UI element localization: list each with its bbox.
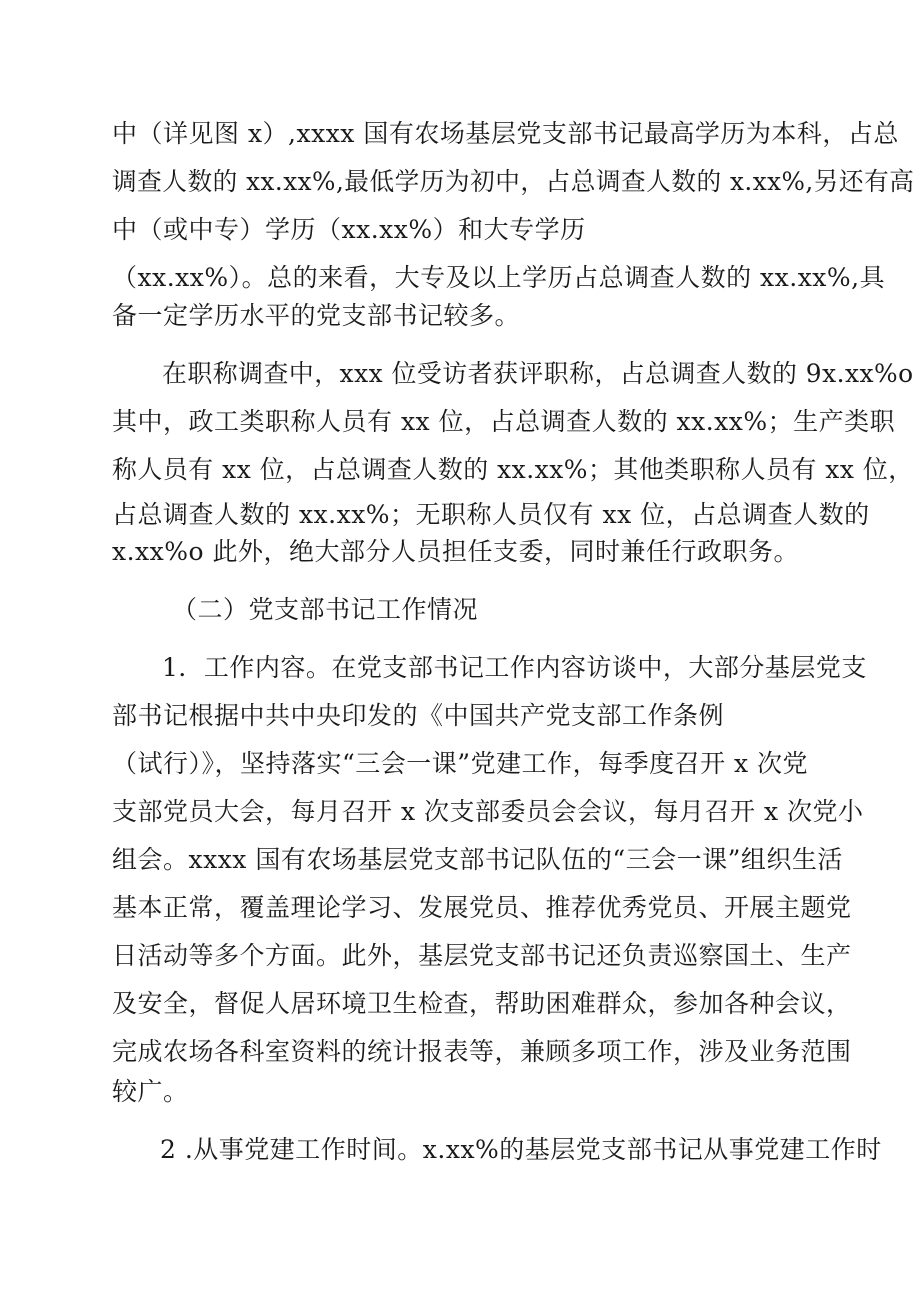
text-line: 占总调查人数的 xx.xx%；无职称人员仅有 xx 位，占总调查人数的 [112, 500, 870, 529]
text-line: 日活动等多个方面。此外，基层党支部书记还负责巡察国土、生产 [112, 941, 852, 970]
text-line: 较广。 [112, 1077, 189, 1106]
text-line: 称人员有 xx 位，占总调查人数的 xx.xx%；其他类职称人员有 xx 位， [112, 455, 914, 484]
text-line: 调查人数的 xx.xx%,最低学历为初中，占总调查人数的 x.xx%,另还有高 [112, 167, 915, 196]
text-line: 2 .从事党建工作时间。x.xx%的基层党支部书记从事党建工作时 [160, 1135, 882, 1164]
text-line: 及安全，督促人居环境卫生检查，帮助困难群众，参加各种会议， [112, 989, 852, 1018]
text-line: 其中，政工类职称人员有 xx 位，占总调查人数的 xx.xx%；生产类职 [112, 407, 896, 436]
text-line: 支部党员大会，每月召开 x 次支部委员会会议，每月召开 x 次党小 [112, 797, 864, 826]
text-line: 完成农场各科室资料的统计报表等，兼顾多项工作，涉及业务范围 [112, 1037, 852, 1066]
text-line: 中（详见图 x）,xxxx 国有农场基层党支部书记最高学历为本科，占总 [112, 119, 899, 148]
text-line: 组会。xxxx 国有农场基层党支部书记队伍的“三会一课”组织生活 [112, 845, 843, 874]
text-line: 基本正常，覆盖理论学习、发展党员、推荐优秀党员、开展主题党 [112, 893, 852, 922]
text-line: （xx.xx%）。总的来看，大专及以上学历占总调查人数的 xx.xx%,具 [112, 263, 886, 292]
text-line: 中（或中专）学历（xx.xx%）和大专学历 [112, 215, 586, 244]
text-line: 1．工作内容。在党支部书记工作内容访谈中，大部分基层党支 [162, 653, 867, 682]
text-line: 备一定学历水平的党支部书记较多。 [112, 301, 521, 330]
text-line: （试行）》，坚持落实“三会一课”党建工作，每季度召开 x 次党 [112, 749, 809, 778]
text-line: 在职称调查中，xxx 位受访者获评职称，占总调查人数的 9x.xx%o [162, 359, 914, 388]
section-heading: （二）党支部书记工作情况 [172, 595, 479, 624]
text-line: 部书记根据中共中央印发的《中国共产党支部工作条例 [112, 701, 725, 730]
text-line: x.xx%o 此外，绝大部分人员担任支委，同时兼任行政职务。 [112, 537, 799, 566]
